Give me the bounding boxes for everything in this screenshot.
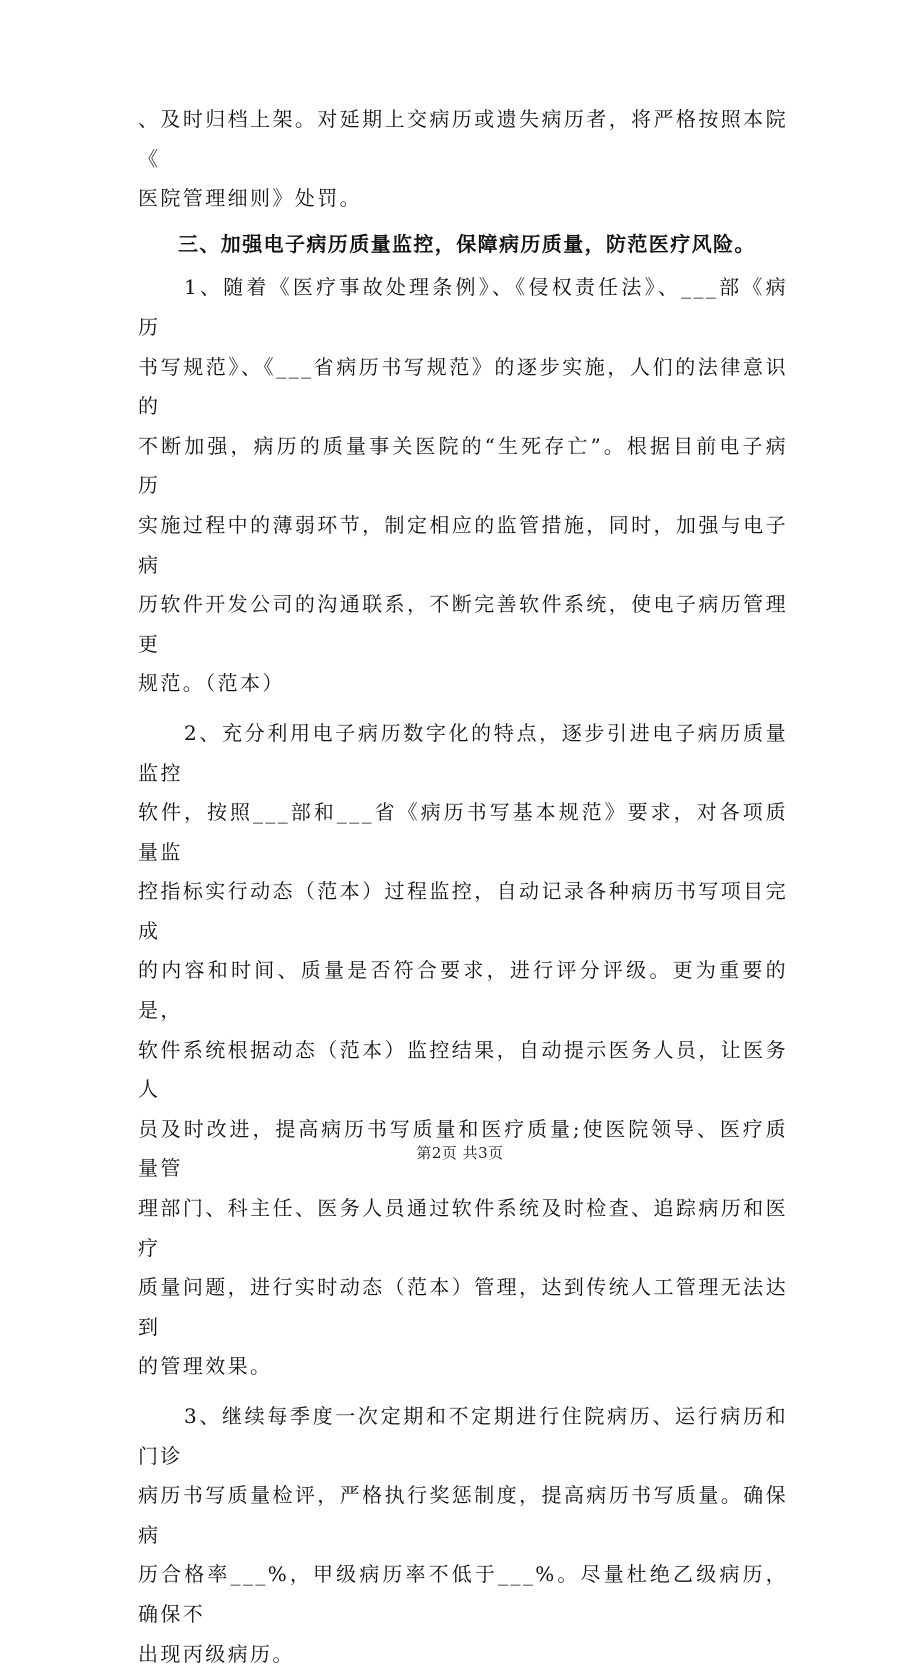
paragraph-item-3: 3、继续每季度一次定期和不定期进行住院病历、运行病历和门诊 病历书写质量检评，严格执行奖惩制度，提高病历书写质量。确保病 历合格率___%，甲级病历率不低于___%。尽量杜绝乙级病历，确保不 出现丙级病历。	[138, 1404, 788, 1666]
paragraph-intro: 、及时归档上架。对延期上交病历或遗失病历者，将严格按照本院《 医院管理细则》处罚。	[138, 107, 788, 211]
section-heading: 三、加强电子病历质量监控，保障病历质量，防范医疗风险。	[178, 231, 756, 256]
paragraph-item-2: 2、充分利用电子病历数字化的特点，逐步引进电子病历质量监控 软件，按照___部和___省《病历书写基本规范》要求，对各项质量监 控指标实行动态（范本）过程监控，自动记录各种病历书写项目完成 的内容和时间、质量是否符合要求，进行评分评级。更为重要的是， 软件系统根据动态（范本）监控结果，自动提示医务人员，让医务人 员及时改进，提高病历书写质量和医疗质量;使医院领导、医疗质量管 理部门、科主任、医务人员通过软件系统及时检查、追踪病历和医疗 质量问题，进行实时动态（范本）管理，达到传统人工管理无法达到 的管理效果。	[138, 720, 788, 1379]
document-body	[138, 100, 788, 1674]
page-number-footer: 第2页 共3页	[416, 1144, 504, 1162]
paragraph-item-1: 1、随着《医疗事故处理条例》、《侵权责任法》、___部《病历 书写规范》、《___省病历书写规范》的逐步实施，人们的法律意识的 不断加强，病历的质量事关医院的“生死存亡”。根据目前电子病历 实施过程中的薄弱环节，制定相应的监管措施，同时，加强与电子病 历软件开发公司的沟通联系，不断完善软件系统，使电子病历管理更 规范。（范本）	[138, 275, 788, 696]
